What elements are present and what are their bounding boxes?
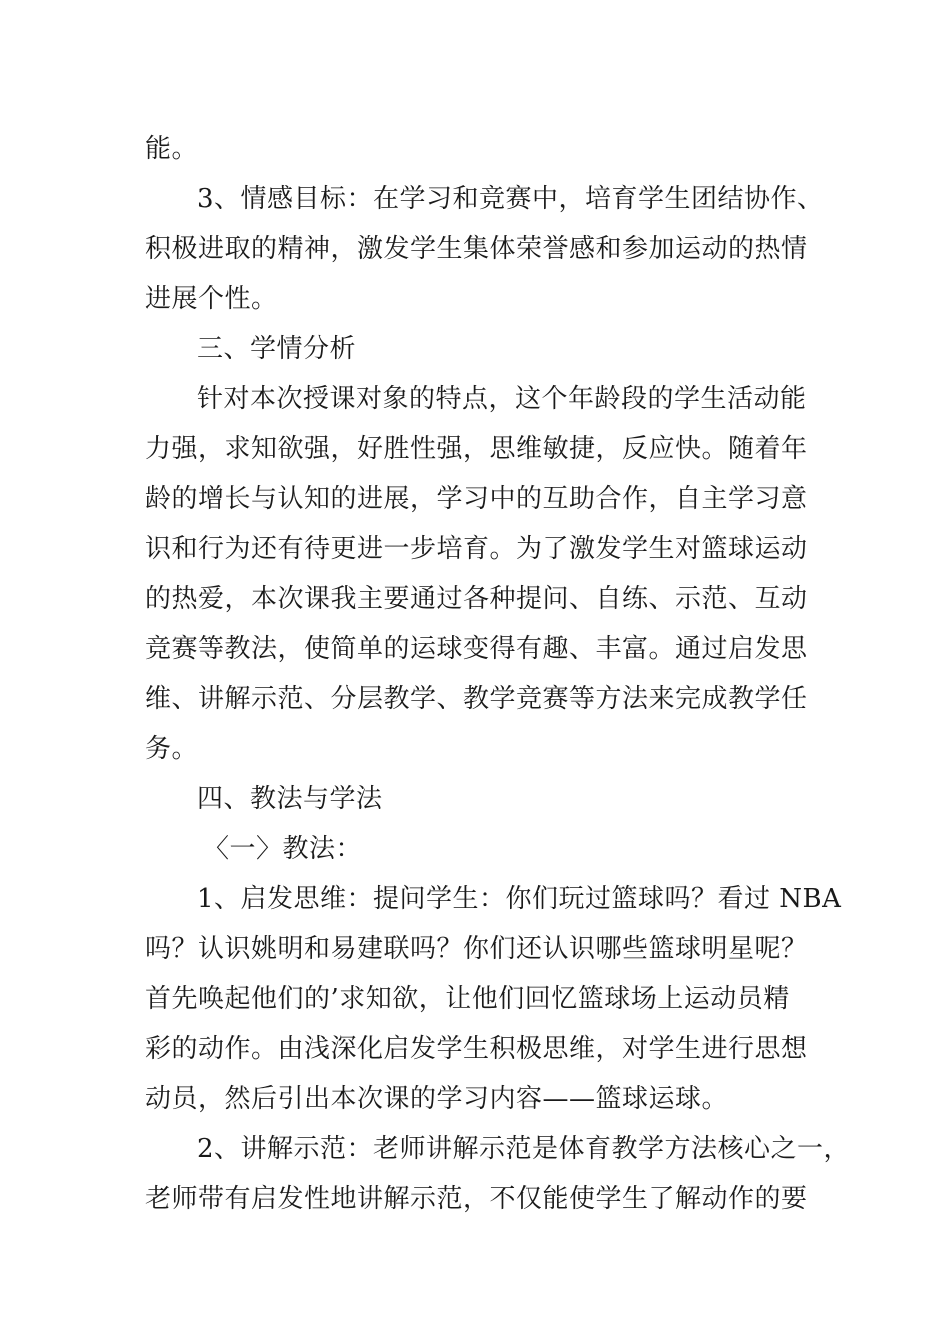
- text-line: 能。: [145, 134, 199, 164]
- text-line: 针对本次授课对象的特点，这个年龄段的学生活动能: [197, 384, 807, 414]
- text-line: 龄的增长与认知的进展，学习中的互助合作，自主学习意: [145, 484, 808, 514]
- text-line: 吗？认识姚明和易建联吗？你们还认识哪些篮球明星呢？: [145, 934, 808, 964]
- text-line: 2、讲解示范：老师讲解示范是体育教学方法核心之一，: [197, 1134, 851, 1164]
- text-line: 老师带有启发性地讲解示范，不仅能使学生了解动作的要: [145, 1184, 808, 1214]
- text-line: 3、情感目标：在学习和竞赛中，培育学生团结协作、: [197, 184, 824, 214]
- text-line: 的热爱，本次课我主要通过各种提问、自练、示范、互动: [145, 584, 808, 614]
- text-line: 1、启发思维：提问学生：你们玩过篮球吗？看过 NBA: [197, 884, 842, 914]
- section-heading: 三、学情分析: [197, 334, 357, 364]
- text-line: 进展个性。: [145, 284, 278, 314]
- text-line: 竞赛等教法，使简单的运球变得有趣、丰富。通过启发思: [145, 634, 808, 664]
- text-line: 识和行为还有待更进一步培育。为了激发学生对篮球运动: [145, 534, 808, 564]
- text-line: 力强，求知欲强，好胜性强，思维敏捷，反应快。随着年: [145, 434, 808, 464]
- text-line: 首先唤起他们的’求知欲，让他们回忆篮球场上运动员精: [145, 984, 790, 1014]
- text-line: 积极进取的精神，激发学生集体荣誉感和参加运动的热情: [145, 234, 808, 264]
- text-line: 务。: [145, 734, 199, 764]
- subsection-heading: 〈一〉教法：: [203, 834, 363, 864]
- text-line: 维、讲解示范、分层教学、教学竞赛等方法来完成教学任: [145, 684, 808, 714]
- text-line: 动员，然后引出本次课的学习内容——篮球运球。: [145, 1084, 729, 1114]
- section-heading: 四、教法与学法: [197, 784, 383, 814]
- text-line: 彩的动作。由浅深化启发学生积极思维，对学生进行思想: [145, 1034, 808, 1064]
